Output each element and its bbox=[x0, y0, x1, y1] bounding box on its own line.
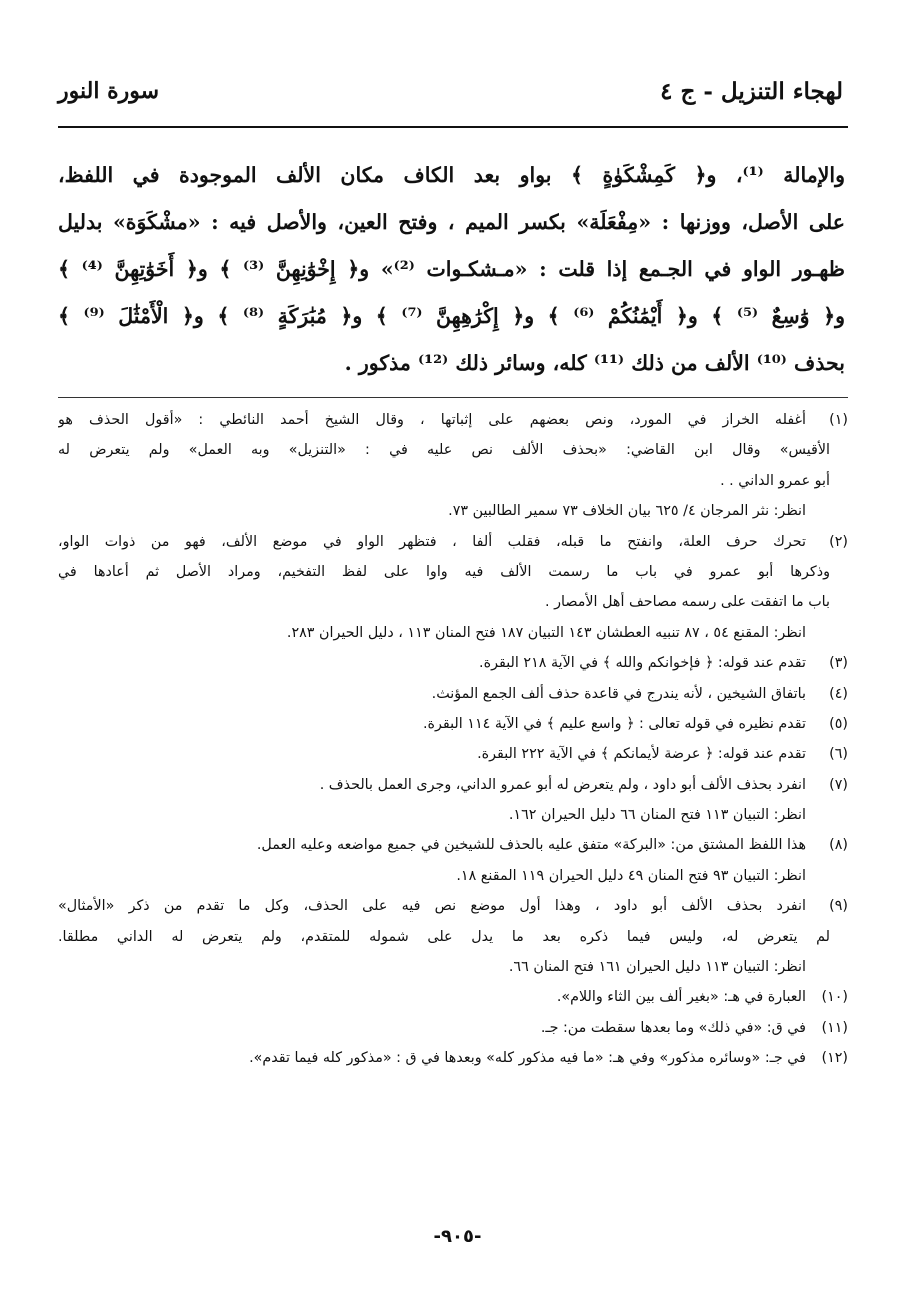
footnote-text: تقدم عند قوله: ﴿ عرضة لأيمانكم ﴾ في الآية ٢٢٢ البقرة. bbox=[477, 746, 806, 763]
footnote-text: العبارة في هـ: «بغير ألف بين الثاء واللام». bbox=[556, 989, 806, 1006]
footnotes bbox=[58, 405, 848, 1074]
footnote-text: أبو عمرو الداني . . bbox=[720, 472, 830, 489]
footnote-number: (٣) bbox=[829, 655, 848, 672]
footnote bbox=[58, 830, 848, 860]
footnote-continuation bbox=[58, 557, 848, 587]
footnote bbox=[58, 527, 848, 557]
footnote-text: انفرد بحذف الألف أبو داود ، ولم يتعرض له أبو عمرو الداني، وجرى العمل بالحذف . bbox=[319, 776, 806, 793]
footnote-reference bbox=[58, 800, 848, 830]
footnote-number: (١١) bbox=[821, 1019, 848, 1036]
footnote bbox=[58, 679, 848, 709]
footnote-text: هذا اللفظ المشتق من: «البركة» متفق عليه بالحذف للشيخين في جميع مواضعه وعليه العمل. bbox=[256, 837, 806, 854]
page-number: -٩٠٥- bbox=[433, 1226, 482, 1247]
footnote-number: (٨) bbox=[829, 837, 848, 854]
main-text bbox=[58, 152, 845, 387]
surah-title: سورة النور bbox=[58, 78, 160, 104]
footnote bbox=[58, 648, 848, 678]
footnote bbox=[58, 739, 848, 769]
main-line: على الأصل، ووزنها : «مِفْعَلَة» بكسر الميم ، وفتح العين، والأصل فيه : «مشْكَوَة» بدليل bbox=[58, 210, 845, 234]
main-line: والإمالة ⁽¹⁾، و﴿ كَمِشْكَوٰةٍ ﴾ بواو بعد الكاف مكان الألف الموجودة في اللفظ، bbox=[58, 163, 845, 187]
footnote-number: (٢) bbox=[829, 533, 848, 550]
footnote bbox=[58, 1043, 848, 1073]
header-rule bbox=[58, 126, 848, 128]
footnote-ref-text: انظر: التبيان ١١٣ فتح المنان ٦٦ دليل الحيران ١٦٢. bbox=[508, 807, 806, 824]
footnote-text: باب ما اتفقت على رسمه مصاحف أهل الأمصار . bbox=[545, 594, 830, 611]
footnote bbox=[58, 891, 848, 921]
footnote-ref-text: انظر: التبيان ١١٣ دليل الحيران ١٦١ فتح المنان ٦٦. bbox=[508, 959, 806, 976]
footnotes-rule bbox=[58, 397, 848, 398]
footnote bbox=[58, 709, 848, 739]
footnote-number: (٩) bbox=[829, 898, 848, 915]
footnote-number: (٧) bbox=[829, 776, 848, 793]
footnote-number: (٦) bbox=[829, 746, 848, 763]
footnote-continuation bbox=[58, 466, 848, 496]
footnote bbox=[58, 405, 848, 435]
footnote-ref-text: انظر: نثر المرجان ٤/ ٦٢٥ بيان الخلاف ٧٣ سمير الطالبين ٧٣. bbox=[448, 503, 806, 520]
footnote-text: انفرد بحذف الألف أبو داود ، وهذا أول موضع نص فيه على الحذف، وكل ما تقدم من ذكر «الأمثال» bbox=[58, 898, 806, 915]
footnote-text: في ق: «في ذلك» وما بعدها سقطت من: جـ. bbox=[540, 1019, 806, 1036]
footnote-number: (١٠) bbox=[821, 989, 848, 1006]
footnote-text: تحرك حرف العلة، وانفتح ما قبله، فقلب ألفا ، فتظهر الواو في موضع الألف، فهو من ذوات الواو، bbox=[58, 533, 806, 550]
footnote-text: تقدم نظيره في قوله تعالى : ﴿ واسع عليم ﴾ في الآية ١١٤ البقرة. bbox=[422, 715, 806, 732]
footnote-text: في جـ: «وسائره مذكور» وفي هـ: «ما فيه مذكور كله» وبعدها في ق : «مذكور كله فيما تقدم». bbox=[249, 1050, 806, 1067]
footnote bbox=[58, 982, 848, 1012]
page-header bbox=[58, 78, 843, 122]
footnote-ref-text: انظر: التبيان ٩٣ فتح المنان ٤٩ دليل الحيران ١١٩ المقنع ١٨. bbox=[456, 867, 806, 884]
running-title: لهجاء التنزيل - ج ٤ bbox=[660, 78, 843, 105]
footnote-number: (٤) bbox=[829, 685, 848, 702]
footnote-continuation bbox=[58, 435, 848, 465]
footnote bbox=[58, 1013, 848, 1043]
footnote-reference bbox=[58, 861, 848, 891]
footnote-reference bbox=[58, 618, 848, 648]
footnote-text: باتفاق الشيخين ، لأنه يندرج في قاعدة حذف ألف الجمع المؤنث. bbox=[431, 685, 806, 702]
footnote-reference bbox=[58, 496, 848, 526]
footnote-continuation bbox=[58, 922, 848, 952]
footnote-reference bbox=[58, 952, 848, 982]
footnote-number: (١٢) bbox=[821, 1050, 848, 1067]
footnote bbox=[58, 770, 848, 800]
main-line: و﴿ وَٰسِعٌ ⁽⁵⁾ ﴾ و﴿ أَيْمَٰنُكُمْ ⁽⁶⁾ ﴾ و﴿ إِكْرَٰهِهِنَّ ⁽⁷⁾ ﴾ و﴿ مُبَٰرَكَةٍ ⁽⁸⁾ ﴾ و﴿ الْأَمْثَٰلَ ⁽⁹⁾ ﴾ bbox=[58, 304, 845, 328]
footnote-continuation bbox=[58, 587, 848, 617]
footnote-text: تقدم عند قوله: ﴿ فإخوانكم والله ﴾ في الآية ٢١٨ البقرة. bbox=[479, 655, 806, 672]
footnote-number: (١) bbox=[829, 412, 848, 428]
footnote-text: الأقيس» وقال ابن القاضي: «بحذف الألف نص عليه في : «التنزيل» وبه العمل» ولم يتعرض له bbox=[58, 442, 830, 459]
footnote-text: وذكرها أبو عمرو في باب ما رسمت الألف فيه واوا على لفظ التفخيم، ومراد الأصل ثم أعادها في bbox=[58, 563, 830, 580]
main-line: بحذف ⁽¹⁰⁾ الألف من ذلك ⁽¹¹⁾ كله، وسائر ذلك ⁽¹²⁾ مذكور . bbox=[344, 351, 845, 375]
footnote-text: أغفله الخراز في المورد، ونص بعضهم على إثباتها ، وقال الشيخ أحمد النائطي : «أقول الحذف هو bbox=[58, 412, 806, 428]
footnote-ref-text: انظر: المقنع ٥٤ ، ٨٧ تنبيه العطشان ١٤٣ التبيان ١٨٧ فتح المنان ١١٣ ، دليل الحيران ٢٨٣. bbox=[286, 624, 806, 641]
footnote-text: لم يتعرض له، وليس فيما ذكره بعد ما يدل على شموله للمتقدم، ولم يتعرض له الداني مطلقا. bbox=[58, 928, 830, 945]
main-line: ظهـور الواو في الجـمع إذا قلت : «مـشكـوات ⁽²⁾» و﴿ إِخْوَٰنِهِنَّ ⁽³⁾ ﴾ و﴿ أَخَوَٰتِهِنَّ ⁽⁴⁾ ﴾ bbox=[58, 257, 845, 281]
footnote-number: (٥) bbox=[829, 715, 848, 732]
